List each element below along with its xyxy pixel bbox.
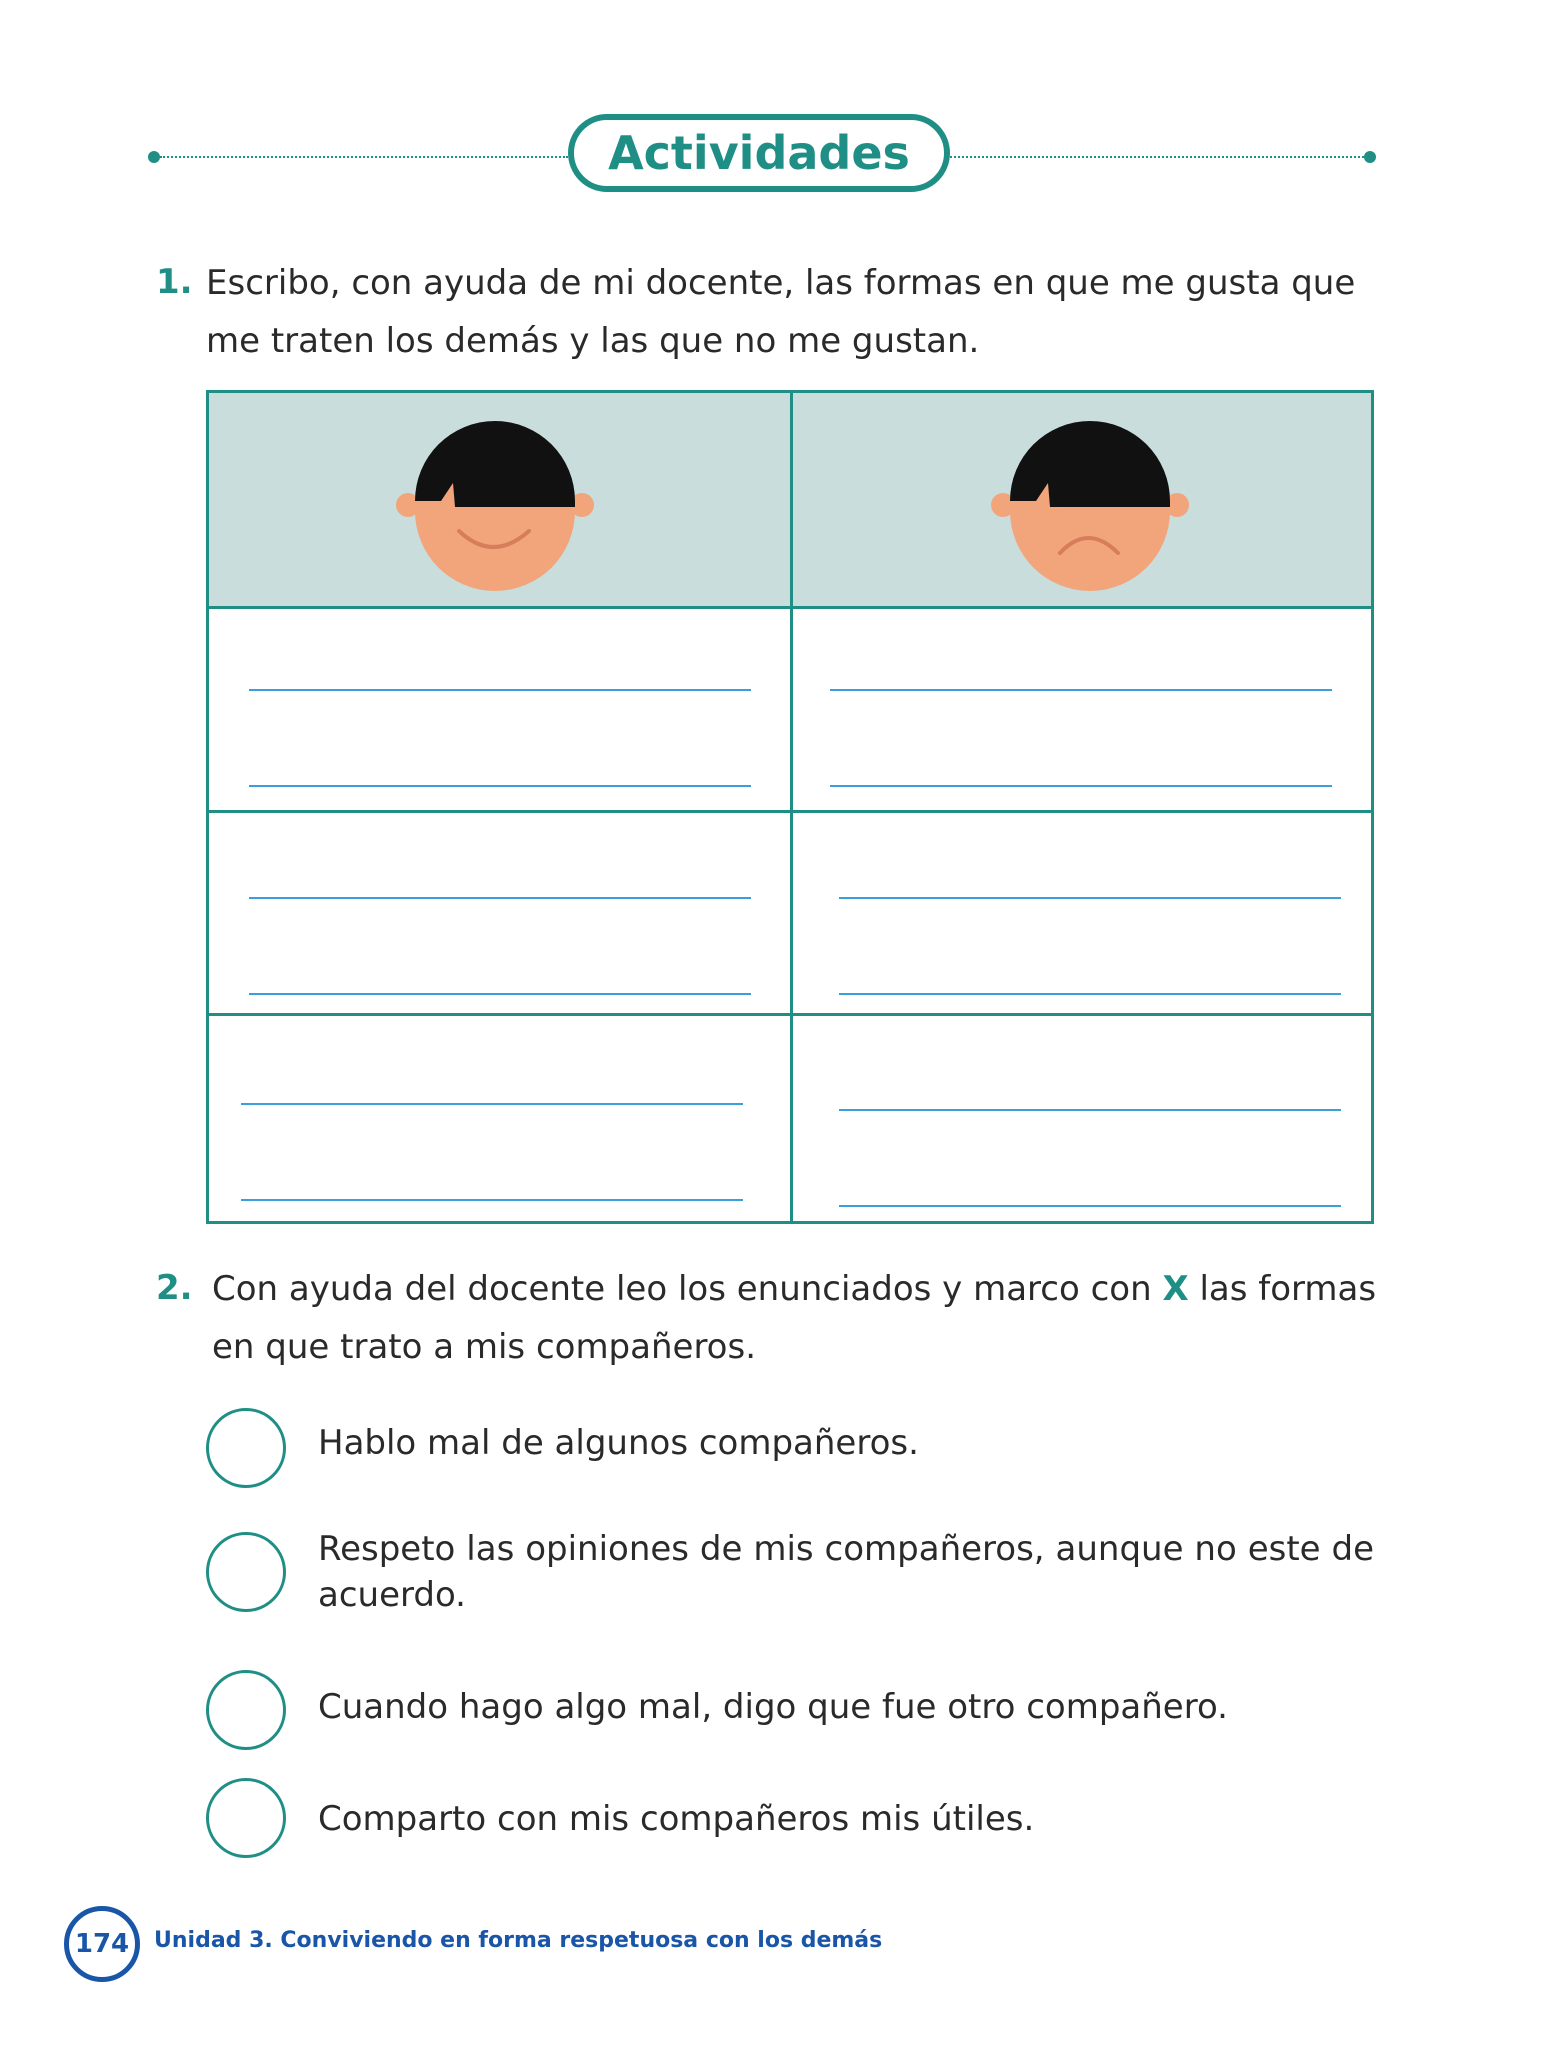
writing-line[interactable] <box>839 1109 1341 1111</box>
writing-line[interactable] <box>241 1199 743 1201</box>
question-2-text-part1: Con ayuda del docente leo los enunciados y marco con <box>212 1269 1163 1309</box>
option-4-text: Comparto con mis compañeros mis útiles. <box>318 1799 1035 1839</box>
table-row-divider <box>209 810 1371 813</box>
writing-line[interactable] <box>249 993 751 995</box>
question-2-text-line1 <box>212 1260 1376 1318</box>
writing-line[interactable] <box>839 993 1341 995</box>
option-1-text: Hablo mal de algunos compañeros. <box>318 1423 919 1463</box>
header-dot-right <box>1364 151 1376 163</box>
writing-line[interactable] <box>249 785 751 787</box>
option-3-checkbox[interactable] <box>206 1670 286 1750</box>
table-column-divider <box>790 393 793 1221</box>
writing-line[interactable] <box>830 785 1332 787</box>
question-2-number: 2. <box>156 1268 193 1308</box>
option-4-checkbox[interactable] <box>206 1778 286 1858</box>
option-2-text: Respeto las opiniones de mis compañeros, aunque no este de acuerdo. <box>318 1529 1374 1615</box>
header-dot-left <box>148 151 160 163</box>
header-dotted-rule-right <box>950 156 1364 158</box>
unit-footer-text: Unidad 3. Conviviendo en forma respetuosa con los demás <box>154 1928 883 1953</box>
writing-line[interactable] <box>839 897 1341 899</box>
writing-line[interactable] <box>241 1103 743 1105</box>
section-title: Actividades <box>568 114 950 192</box>
sad-face-icon <box>990 413 1190 593</box>
writing-line[interactable] <box>830 689 1332 691</box>
question-1-text-line2: me traten los demás y las que no me gustan. <box>206 321 980 361</box>
x-mark: X <box>1162 1269 1189 1309</box>
question-2-text-line2: en que trato a mis compañeros. <box>212 1327 756 1367</box>
page-number: 174 <box>64 1906 140 1982</box>
option-1-checkbox[interactable] <box>206 1408 286 1488</box>
option-2-checkbox[interactable] <box>206 1532 286 1612</box>
writing-line[interactable] <box>249 689 751 691</box>
header-dotted-rule-left <box>160 156 568 158</box>
question-1-text-line1: Escribo, con ayuda de mi docente, las formas en que me gusta que <box>206 263 1356 303</box>
question-1-number: 1. <box>156 262 193 302</box>
table-row-divider <box>209 606 1371 609</box>
option-3-text: Cuando hago algo mal, digo que fue otro compañero. <box>318 1687 1228 1727</box>
writing-line[interactable] <box>839 1205 1341 1207</box>
table-row-divider <box>209 1013 1371 1016</box>
writing-line[interactable] <box>249 897 751 899</box>
happy-face-icon <box>395 413 595 593</box>
question-2-text-part2: las formas <box>1188 1269 1377 1309</box>
answer-table <box>206 390 1374 1224</box>
